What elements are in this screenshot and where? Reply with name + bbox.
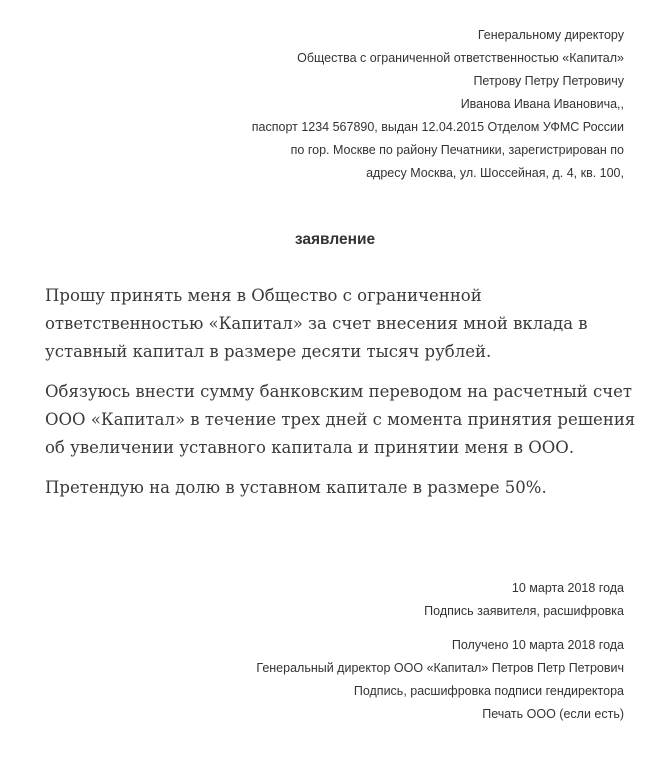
addressee-line: адресу Москва, ул. Шоссейная, д. 4, кв. 100, — [366, 166, 624, 180]
document-body — [45, 282, 645, 514]
addressee-line: Генеральному директору — [477, 28, 624, 42]
body-paragraph: Прошу принять меня в Общество с ограниченной ответственностью «Капитал» за счет внесения мной вклада в уставный капитал в размере десяти тысяч рублей. — [45, 286, 588, 361]
applicant-signature-block — [424, 577, 624, 623]
body-paragraph: Обязуюсь внести сумму банковским переводом на расчетный счет ООО «Капитал» в течение трех дней с момента принятия решения об увеличении уставного капитала и принятии меня в ООО. — [45, 382, 636, 457]
addressee-line: Общества с ограниченной ответственностью «Капитал» — [297, 51, 624, 65]
addressee-block — [252, 24, 624, 185]
director-signature-caption: Подпись, расшифровка подписи гендиректора — [353, 684, 624, 698]
addressee-line: по гор. Москве по району Печатники, зарегистрирован по — [290, 143, 624, 157]
receipt-block — [256, 634, 624, 726]
seal-caption: Печать ООО (если есть) — [482, 707, 624, 721]
receiving-director: Генеральный директор ООО «Капитал» Петров Петр Петрович — [256, 661, 624, 675]
applicant-signature-caption: Подпись заявителя, расшифровка — [424, 604, 624, 618]
addressee-line: Иванова Ивана Ивановича,, — [460, 97, 624, 111]
addressee-line: Петрову Петру Петровичу — [473, 74, 624, 88]
receipt-date: Получено 10 марта 2018 года — [451, 638, 624, 652]
addressee-line: паспорт 1234 567890, выдан 12.04.2015 Отделом УФМС России — [251, 120, 624, 134]
application-date: 10 марта 2018 года — [511, 581, 624, 595]
body-paragraph: Претендую на долю в уставном капитале в размере 50%. — [45, 478, 547, 497]
document-title: заявление — [294, 231, 376, 248]
